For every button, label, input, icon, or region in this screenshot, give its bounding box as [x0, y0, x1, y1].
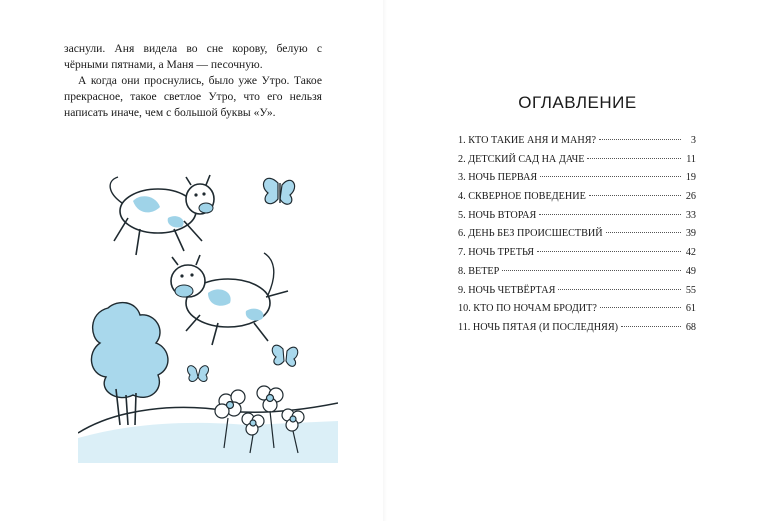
toc-entry[interactable] — [458, 285, 696, 304]
toc-leader-dots — [621, 326, 681, 327]
toc-entry[interactable] — [458, 228, 696, 247]
toc-entry-page: 19 — [685, 172, 696, 184]
toc-entry-page: 55 — [685, 284, 696, 296]
toc-entry-title: 4. СКВЕРНОЕ ПОВЕДЕНИЕ — [458, 191, 586, 203]
toc-leader-dots — [606, 232, 681, 233]
tree-icon — [91, 303, 168, 425]
toc-entry-title: 10. КТО ПО НОЧАМ БРОДИТ? — [458, 303, 597, 315]
butterfly-icon — [272, 345, 297, 366]
toc-entry-title: 8. ВЕТЕР — [458, 265, 500, 277]
toc-entry[interactable] — [458, 154, 696, 173]
toc-entry[interactable] — [458, 266, 696, 285]
cow-icon — [171, 253, 288, 345]
toc-entry-title: 3. НОЧЬ ПЕРВАЯ — [458, 172, 538, 184]
toc-leader-dots — [537, 251, 681, 252]
butterfly-icon — [263, 178, 294, 204]
toc-entry[interactable] — [458, 322, 696, 341]
toc-entry-title: 11. НОЧЬ ПЯТАЯ (И ПОСЛЕДНЯЯ) — [458, 321, 619, 333]
story-paragraph: А когда они проснулись, было уже Утро. Такое прекрасное, такое светлое Утро, что его нельзя написать иначе, чем с большой буквы «У». — [64, 74, 322, 119]
toc-entry[interactable] — [458, 247, 696, 266]
toc-entry-page: 39 — [685, 228, 696, 240]
toc-leader-dots — [600, 307, 681, 308]
toc-entry[interactable] — [458, 191, 696, 210]
toc-entry-page: 26 — [685, 191, 696, 203]
cow-butterfly-illustration — [78, 163, 338, 463]
toc-leader-dots — [539, 214, 681, 215]
toc-entry-title: 1. КТО ТАКИЕ АНЯ И МАНЯ? — [458, 135, 597, 146]
toc-entry-page: 68 — [685, 321, 696, 333]
grass-area — [78, 421, 338, 463]
toc-entry-title: 9. НОЧЬ ЧЕТВЁРТАЯ — [458, 284, 556, 296]
toc-title: ОГЛАВЛЕНИЕ — [518, 93, 637, 112]
toc-entry-page: 11 — [686, 153, 696, 165]
toc-leader-dots — [587, 158, 681, 159]
toc-entry-title: 2. ДЕТСКИЙ САД НА ДАЧЕ — [458, 153, 585, 165]
toc-entry-page: 3 — [690, 135, 696, 146]
story-text — [64, 41, 322, 121]
toc-entry-page: 49 — [685, 265, 696, 277]
toc-leader-dots — [558, 289, 681, 290]
butterfly-icon — [188, 366, 209, 382]
toc-entry-title: 6. ДЕНЬ БЕЗ ПРОИСШЕСТВИЙ — [458, 228, 603, 240]
story-paragraph: заснули. Аня видела во сне корову, белую с чёрными пятнами, а Маня — песочную. — [64, 42, 322, 71]
cow-icon — [110, 175, 214, 255]
toc-leader-dots — [599, 139, 681, 140]
toc-entry[interactable] — [458, 172, 696, 191]
toc-entry[interactable] — [458, 303, 696, 322]
toc-entry-page: 33 — [685, 209, 696, 221]
right-page — [385, 0, 770, 521]
toc-leader-dots — [589, 195, 681, 196]
toc-entry-title: 7. НОЧЬ ТРЕТЬЯ — [458, 247, 535, 259]
toc-leader-dots — [502, 270, 681, 271]
toc-entry[interactable] — [458, 135, 696, 154]
toc-entry-title: 5. НОЧЬ ВТОРАЯ — [458, 209, 537, 221]
table-of-contents — [458, 135, 696, 341]
toc-entry-page: 61 — [685, 303, 696, 315]
toc-leader-dots — [540, 176, 681, 177]
toc-entry-page: 42 — [685, 247, 696, 259]
toc-entry[interactable] — [458, 210, 696, 229]
